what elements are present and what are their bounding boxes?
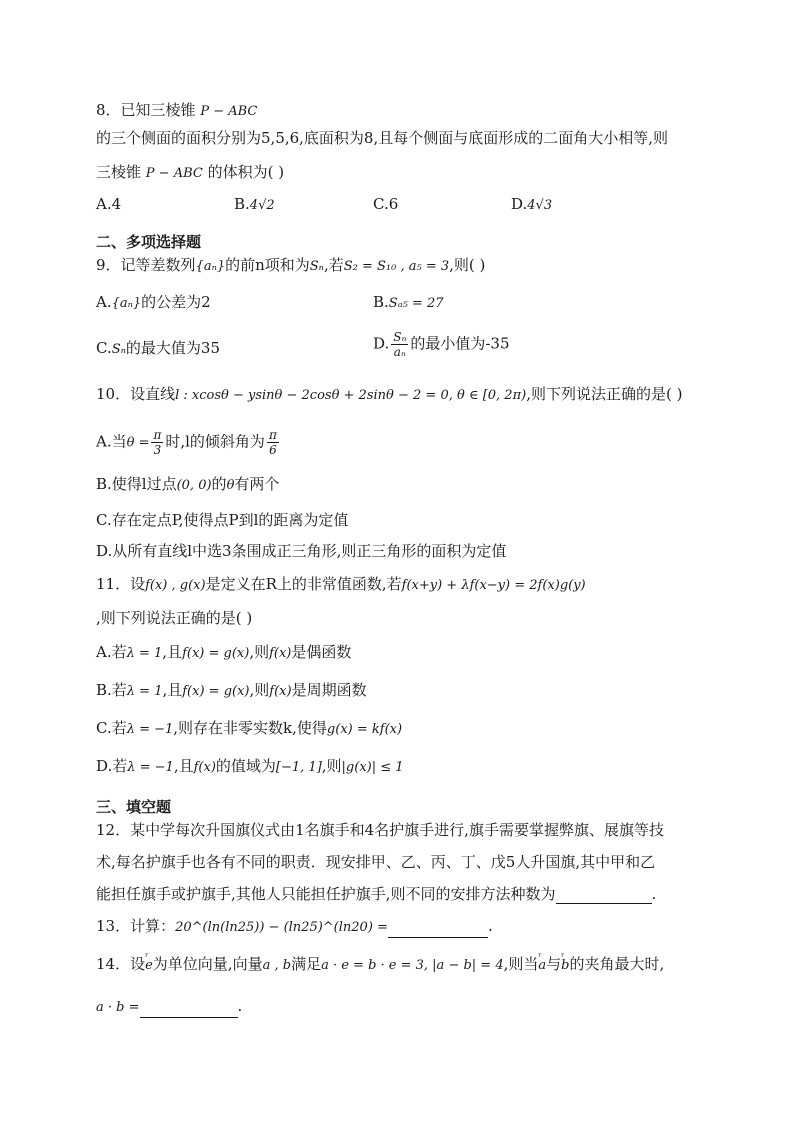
q9-option-text: 的最大值为35 xyxy=(125,339,220,357)
q9-option-b xyxy=(373,292,444,314)
q10-option-fraction xyxy=(267,428,279,457)
q8-text: 三棱锥 xyxy=(96,163,142,181)
q10-option-label: B.使得l过点 xyxy=(96,475,177,493)
q11-option-text: 是偶函数 xyxy=(291,643,352,661)
q11-option-text: ,则 xyxy=(321,757,342,775)
q14-line1 xyxy=(96,954,664,976)
q11-option-a xyxy=(96,642,351,664)
q11-option-text: ,则 xyxy=(249,681,270,699)
q9-option-label: B. xyxy=(373,293,389,311)
q9-option-text: 的公差为2 xyxy=(141,293,211,311)
q10-option-math: (0, 0) xyxy=(176,478,212,493)
q8-option-label: B. xyxy=(234,195,250,213)
q10-option-text: 有两个 xyxy=(234,475,280,493)
q11-text: 是定义在R上的非常值函数,若 xyxy=(205,575,402,593)
q11-option-text: ,且 xyxy=(173,757,194,775)
q11-option-label: C.若 xyxy=(96,719,127,737)
q11-option-text: 是周期函数 xyxy=(291,681,367,699)
q9-option-c xyxy=(96,338,220,360)
q8-option-math: 4√2 xyxy=(249,198,275,213)
q10-option-a xyxy=(96,428,281,457)
q9-text: ,若 xyxy=(323,256,344,274)
q14-math: a · e = b · e = 3, |a − b| = 4 xyxy=(321,958,504,973)
section-heading-fill-in: 三、填空题 xyxy=(96,798,172,816)
q8-line1 xyxy=(96,100,257,122)
q14-vector: ʳ a xyxy=(538,958,546,973)
q10-option-b xyxy=(96,474,279,496)
q9-option-label: D. xyxy=(373,334,390,353)
q14-text: . xyxy=(237,997,243,1015)
q14-line2 xyxy=(96,996,242,1018)
q11-option-math: |g(x)| ≤ 1 xyxy=(341,760,404,775)
q11-math: f(x+y) + λf(x−y) = 2f(x)g(y) xyxy=(401,578,586,593)
q11-option-text: ,则存在非零实数k,使得 xyxy=(173,719,327,737)
q10-option-math: θ = xyxy=(126,435,150,451)
q9-option-label: A. xyxy=(96,293,112,311)
q9-math: S₂ = S₁₀ , a₅ = 3 xyxy=(343,259,450,274)
q14-text: 14．设 xyxy=(96,955,146,973)
q12-line1: 12．某中学每次升国旗仪式由1名旗手和4名护旗手进行,旗手需要掌握弊旗、展旗等技 xyxy=(96,821,664,839)
q13-line xyxy=(96,916,493,938)
q11-option-label: D.若 xyxy=(96,757,128,775)
q8-option-d xyxy=(511,194,552,216)
q14-vector: ʳ e xyxy=(145,958,153,973)
fraction-numerator: π xyxy=(153,428,162,442)
q11-option-math: λ = −1 xyxy=(126,722,174,737)
q9-option-a xyxy=(96,292,211,314)
q14-text: 的夹角最大时, xyxy=(569,955,665,973)
q10-option-d: D.从所有直线l中选3条围成正三角形,则正三角形的面积为定值 xyxy=(96,542,507,560)
fraction-denominator: 3 xyxy=(153,443,162,457)
q14-text: 为单位向量,向量 xyxy=(152,955,263,973)
q9-option-fraction xyxy=(391,330,408,359)
q11-stem-line1 xyxy=(96,574,586,596)
q11-option-label: B.若 xyxy=(96,681,127,699)
q11-option-text: ,则 xyxy=(249,643,270,661)
q14-text: 满足 xyxy=(291,955,322,973)
q8-text: 8．已知三棱锥 xyxy=(96,101,196,119)
q10-text: 10．设直线 xyxy=(96,385,176,403)
fraction-numerator: π xyxy=(268,428,277,442)
q12-text: 能担任旗手或护旗手,其他人只能担任护旗手,则不同的安排方法种数为 xyxy=(96,885,556,903)
q11-option-math: λ = −1 xyxy=(127,760,174,775)
q13-text: . xyxy=(487,917,493,935)
q9-option-label: C. xyxy=(96,339,112,357)
q11-option-c xyxy=(96,718,402,740)
q11-math: f(x) , g(x) xyxy=(145,578,206,593)
q11-option-math: f(x) xyxy=(269,684,292,699)
q11-option-b xyxy=(96,680,367,702)
q8-option-a: A.4 xyxy=(96,195,122,213)
q11-text: 11．设 xyxy=(96,575,146,593)
q10-option-text: 的 xyxy=(211,475,227,493)
q9-text: 的前n项和为 xyxy=(225,256,310,274)
q9-math: Sₙ xyxy=(309,259,324,274)
q9-option-d xyxy=(373,330,510,359)
q11-option-math: f(x) = g(x) xyxy=(182,684,250,699)
q9-option-math: Sₙ xyxy=(111,342,126,357)
q12-answer-blank[interactable] xyxy=(556,887,652,904)
q14-text: 与 xyxy=(546,955,562,973)
q11-option-label: A.若 xyxy=(96,643,127,661)
q9-option-text: 的最小值为-35 xyxy=(410,334,510,353)
q14-vector: ʳ b xyxy=(561,958,569,973)
q11-option-math: f(x) = g(x) xyxy=(182,646,250,661)
q12-line2: 术,每名护旗手也各有不同的职责．现安排甲、乙、丙、丁、戊5人升国旗,其中甲和乙 xyxy=(96,853,656,871)
q8-option-b xyxy=(234,194,275,216)
q8-line2: 的三个侧面的面积分别为5,5,6,底面积为8,且每个侧面与底面形成的二面角大小相等,则 xyxy=(96,129,669,147)
q10-stem xyxy=(96,384,682,406)
q11-option-text: ,且 xyxy=(162,643,183,661)
q12-text: . xyxy=(651,885,657,903)
q13-answer-blank[interactable] xyxy=(388,921,488,938)
q13-math: 20^(ln(ln25)) − (ln25)^(ln20) = xyxy=(175,920,388,935)
q10-math: l : xcosθ − ysinθ − 2cosθ + 2sinθ − 2 = 0, θ ∈ [0, 2π) xyxy=(175,388,527,403)
q8-option-math: 4√3 xyxy=(527,198,553,213)
q10-option-math: θ xyxy=(226,478,235,493)
q11-option-math: λ = 1 xyxy=(126,684,163,699)
q14-math: a · b = xyxy=(96,1000,140,1015)
fraction-numerator: Sₙ xyxy=(393,330,407,344)
q9-text: 9．记等差数列 xyxy=(96,256,196,274)
q9-math: {aₙ} xyxy=(195,259,226,274)
q9-stem xyxy=(96,255,485,277)
q14-answer-blank[interactable] xyxy=(140,1001,238,1018)
q9-option-math: Sₐ₅ = 27 xyxy=(388,296,444,311)
q9-option-math: {aₙ} xyxy=(111,296,142,311)
q14-math: a , b xyxy=(262,958,292,973)
q8-math: P − ABC xyxy=(200,104,258,119)
q8-text: 的体积为( ) xyxy=(207,163,285,181)
q11-option-d xyxy=(96,756,404,778)
q10-option-fraction xyxy=(151,428,163,457)
q10-option-text: 时,l的倾斜角为 xyxy=(165,432,265,451)
section-heading-multiple-choice: 二、多项选择题 xyxy=(96,233,202,251)
q11-option-math: f(x) xyxy=(193,760,216,775)
q11-option-math: λ = 1 xyxy=(126,646,163,661)
q14-text: ,则当 xyxy=(503,955,539,973)
q11-option-math: [−1, 1] xyxy=(275,760,322,775)
q10-text: ,则下列说法正确的是( ) xyxy=(526,385,683,403)
q11-option-text: ,且 xyxy=(162,681,183,699)
q13-text: 13．计算： xyxy=(96,917,176,935)
fraction-denominator: aₙ xyxy=(393,345,406,359)
q8-line3 xyxy=(96,162,284,184)
q8-math: P − ABC xyxy=(145,166,203,181)
q12-line3 xyxy=(96,884,656,904)
q10-option-label: A.当 xyxy=(96,432,127,451)
q10-option-c: C.存在定点P,使得点P到l的距离为定值 xyxy=(96,511,349,529)
q11-stem-line2: ,则下列说法正确的是( ) xyxy=(96,609,253,627)
q9-text: ,则( ) xyxy=(449,256,486,274)
q8-option-label: D. xyxy=(511,195,528,213)
q11-option-math: g(x) = kf(x) xyxy=(326,722,403,737)
q11-option-text: 的值域为 xyxy=(215,757,276,775)
q8-option-c: C.6 xyxy=(373,195,399,213)
q11-option-math: f(x) xyxy=(269,646,292,661)
fraction-denominator: 6 xyxy=(269,443,277,457)
